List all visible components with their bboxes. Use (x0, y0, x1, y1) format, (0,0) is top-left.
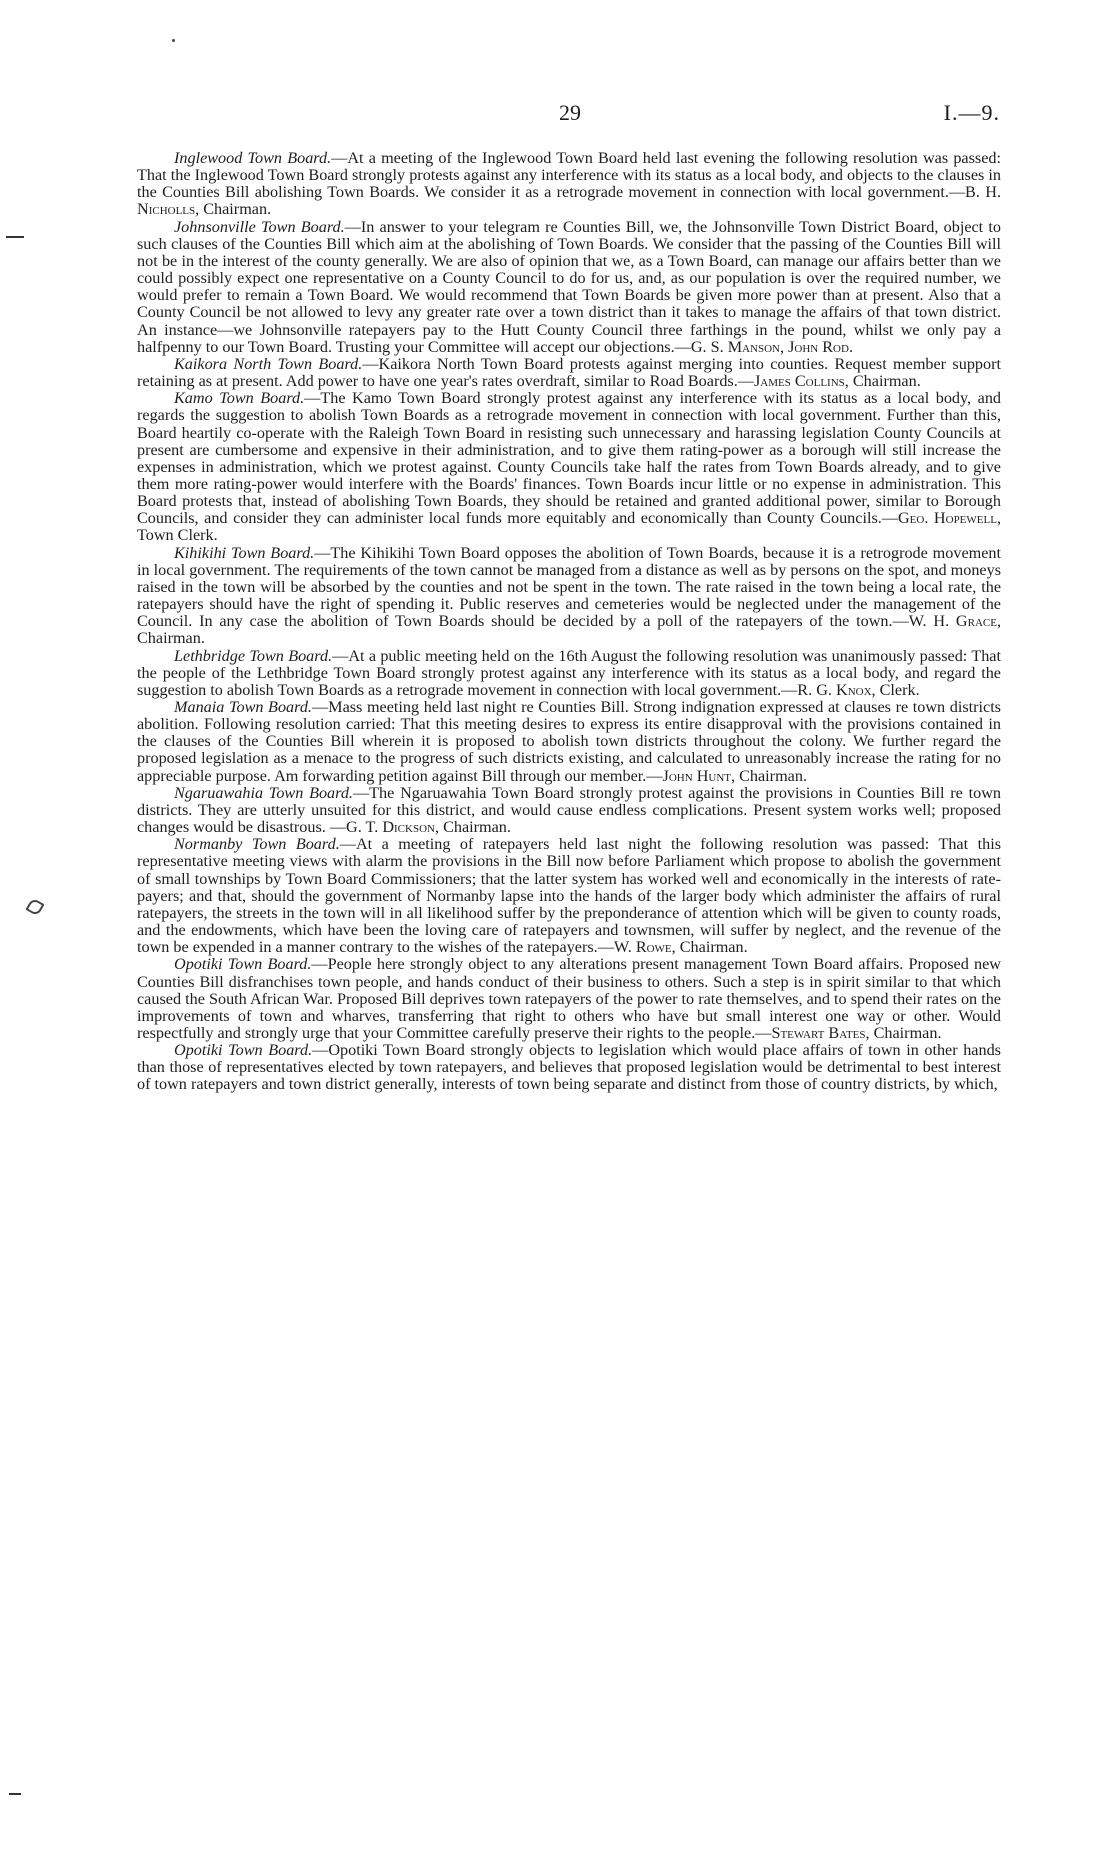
entry-signature: Knox (836, 680, 872, 699)
document-reference: I.—9. (943, 100, 1000, 125)
entry-text: —At a meeting of the Inglewood Town Board held last evening the following resolution was passed: That the Inglewood Town Board strongly protests against any interference with its status as a local body, and objects to the clauses in the Counties Bill abolishing Town Boards. We consider it as a retrograde movement in connection with local government.—B. H. (137, 149, 1001, 202)
entry-signature: Rowe (635, 938, 672, 957)
margin-mark (25, 897, 44, 916)
entry-manaia (137, 699, 1001, 785)
entry-text: —The Kamo Town Board strongly protest against any interference with its status as a local body, and regards the suggestion to abolish Town Boards as a retrograde movement in connection with local government. Further than this, Board heartily co-operate with the Raleigh Town Board in resisting such unnecessary and harassing legislation County Councils at present are cumbersome and expensive in their administration, and to give them rating-power as a borough will still increase the expenses in administration, which we protest against. County Councils take half the rates from Town Boards already, and to give them more rating-power would interfere with the Boards' finances. Town Boards incur little or no expense in administration. This Board protests that, instead of abolishing Town Boards, they should be retained and granted additional power, similar to Borough Councils, and consider they can administer local funds more equitably and economically than County Councils.— (137, 389, 1002, 528)
margin-mark (6, 236, 24, 238)
entry-signature-role: , Town Clerk. (137, 509, 1001, 545)
entry-heading: Johnsonville Town Board. (174, 217, 345, 236)
entry-lethbridge (137, 648, 1001, 699)
entry-kamo (137, 390, 1001, 544)
entry-signature: Manson, John Rod (727, 337, 849, 356)
entry-signature-role: , Chairman. (844, 372, 921, 391)
entry-text: —Opotiki Town Board strongly objects to legislation which would place affairs of town in other hands than those of representatives elected by town ratepayers, and believes that proposed legislation would be detrimental to best interest of town ratepayers and town district generally, interests of town being separate and distinct from those of country districts, by which, (137, 1041, 1001, 1094)
entry-text: —The Kihikihi Town Board opposes the abolition of Town Boards, because it is a retrogrode movement in local government. The requirements of the town cannot be managed from a distance as well as by persons on the spot, and moneys raised in the town will be absorbed by the counties and not be spent in the town. The rate raised in the town being a local rate, the ratepayers should have the right of spending it. Public reserves and cemeteries would be neglected under the management of the Council. In any case the abolition of Town Boards should be decided by a poll of the ratepayers of the town.—W. H. (137, 543, 1001, 631)
entry-heading: Lethbridge Town Board. (174, 646, 333, 665)
entry-johnsonville (137, 219, 1001, 356)
entry-normanby (137, 836, 1001, 956)
page-number: 29 (559, 100, 581, 125)
entry-heading: Inglewood Town Board. (174, 149, 332, 167)
entry-signature: Geo. Hopewell (897, 509, 997, 528)
entry-heading: Kaikora North Town Board. (174, 354, 363, 373)
entry-heading: Manaia Town Board. (174, 698, 312, 716)
entry-signature: Dickson (382, 818, 435, 837)
entry-signature: Grace (955, 612, 997, 631)
entry-signature: James Collins (753, 372, 845, 391)
entry-signature-role: , Chairman. (671, 938, 748, 957)
page-header (0, 100, 1114, 130)
entry-kihikihi (137, 545, 1001, 648)
entry-heading: Normanby Town Board. (174, 835, 340, 854)
document-body (137, 150, 1001, 1094)
entry-heading: Ngaruawahia Town Board. (174, 783, 353, 802)
entry-text: —Mass meeting held last night re Counties Bill. Strong indignation expressed at clauses re town districts abolition. Following resolution carried: That this meeting desires to express its entire disapproval with the provisions contained in the clauses of the Counties Bill wherein it is proposed to abolish town districts throughout the colony. We further regard the proposed legislation as a menace to the progress of such districts existing, and calculated to unreasonably increase the rating for no appreciable purpose. Am forwarding petition against Bill through our member.— (137, 698, 1001, 785)
entry-text: —The Ngaruawahia Town Board strongly protest against the provisions in Counties Bill re town districts. They are utterly unsuited for this district, and would cause endless complications. Present system works well; proposed changes would be disastrous. —G. T. (137, 783, 1001, 837)
entry-heading: Kamo Town Board. (174, 389, 305, 408)
entry-signature-role: . (848, 337, 853, 356)
entry-heading: Opotiki Town Board. (174, 955, 312, 974)
entry-text: —At a meeting of ratepayers held last night the following resolution was passed: That this representative meeting views with alarm the provisions in the Bill now before Parliament which propose to abolish the government of small townships by Town Board Commissioners; that the latter system has worked well and economically in the interests of ratepayers; and that, should the government of Normanby lapse into the hands of the larger body which administer the affairs of rural ratepayers, the streets in the town will in all likelihood suffer by the preponderance of attention which will be given to county roads, and the endowments, which have been the loving care of ratepayers and townsmen, will suffer by neglect, and the revenue of the town be expended in a manner contrary to the wishes of the ratepayers.—W. (137, 835, 1001, 957)
entry-text: —Kaikora North Town Board protests against merging into counties. Request member support retaining as at present. Add power to have one year's rates overdraft, similar to Road Boards.— (137, 354, 1001, 391)
entry-text: —People here strongly object to any alterations present management Town Board affairs. Proposed new Counties Bill disfranchises town people, and hands conduct of their business to others. Such a step is in spirit similar to that which caused the South African War. Proposed Bill deprives town ratepayers of the power to rate themselves, and to spend their rates on the improvements of town and wharves, transferring that right to others who have but small interest one way or other. Would respectfully and strongly urge that your Committee carefully preserve their rights to the people.— (137, 955, 1001, 1042)
entry-text: —In answer to your telegram re Counties Bill, we, the Johnsonville Town District Board, object to such clauses of the Counties Bill which aim at the abolishing of Town Boards. We consider that the passing of the Counties Bill will not be in the interest of the county generally. We are also of opinion that we, as a Town Board, can manage our affairs better than we could possibly expect one representative on a County Council to do for us, and, as our population is over the required number, we would prefer to remain a Town Board. We would recommend that Town Boards be given more power than at present. Also that a County Council be not allowed to levy any greater rate over a town district than it takes to manage the affairs of that town district. An instance—we Johnsonville ratepayers pay to the Hutt County Council three farthings in the pound, whilst we only pay a halfpenny to our Town Board. Trusting your Committee will accept our objections.—G. S. (137, 217, 1001, 356)
entry-text: —At a public meeting held on the 16th August the following resolution was unanimously passed: That the people of the Lethbridge Town Board strongly protest against any interference with its status as a local body, and regard the suggestion to abolish Town Boards as a retrograde movement in connection with local government.—R. G. (137, 646, 1001, 699)
entry-opotiki-1 (137, 956, 1001, 1042)
entry-ngaruawahia (137, 785, 1001, 836)
entry-signature: Stewart Bates (771, 1023, 866, 1042)
entry-heading: Opotiki Town Board. (174, 1041, 313, 1060)
entry-heading: Kihikihi Town Board. (174, 543, 315, 562)
entry-signature: John Hunt (662, 766, 732, 785)
margin-mark (9, 1793, 21, 1795)
entry-opotiki-2 (137, 1042, 1001, 1093)
entry-signature-role: , Chairman. (434, 818, 511, 837)
entry-signature-role: , Chairman. (195, 200, 272, 219)
margin-speck (172, 39, 175, 42)
entry-signature-role: , Chairman. (865, 1023, 942, 1042)
entry-signature-role: , Clerk. (871, 680, 920, 699)
entry-signature-role: , Chairman. (137, 612, 1001, 648)
entry-kaikora-north (137, 356, 1001, 390)
entry-signature-role: , Chairman. (731, 766, 807, 785)
entry-inglewood (137, 150, 1001, 219)
entry-signature: Nicholls (137, 200, 196, 219)
